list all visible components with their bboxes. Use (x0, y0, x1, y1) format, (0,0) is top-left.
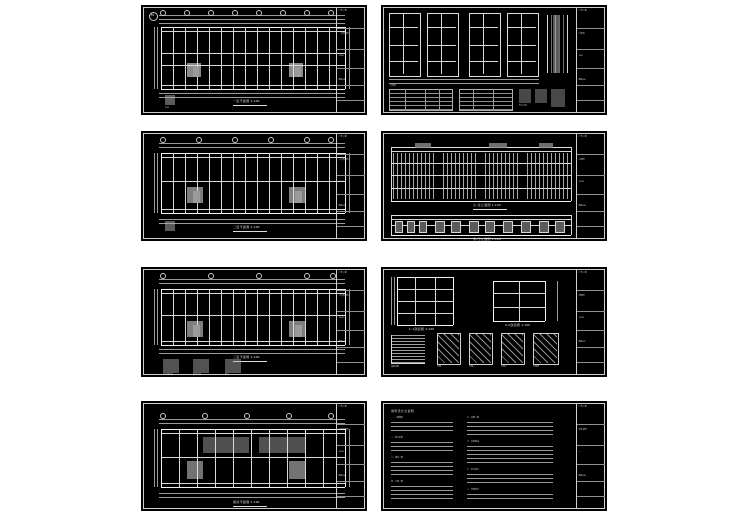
elevation-caption-bottom: ⑯-①立面图 1:100 (473, 237, 501, 241)
detail-symbol (165, 95, 175, 105)
stair-section (391, 335, 425, 363)
section-caption-left: 1-1剖面图 1:100 (409, 327, 435, 331)
elevation-caption-top: ①-⑯立面图 1:100 (473, 203, 501, 207)
drawing-caption: 三层平面图 1:100 (233, 355, 260, 359)
title-block: 厂房工程 立面图 1:100 建施-06 (576, 133, 605, 239)
roof-stair-1 (187, 461, 203, 479)
title-block: 厂房工程 二层平面图 1:100 建施-02 (336, 133, 365, 239)
title-block: 厂房工程 三层平面图 1:100 建施-03 (336, 269, 365, 375)
sheet-floor-plan-3[interactable]: 三层平面图 1:100 卫生间大样 楼梯大样 节点一 厂房工程 三层平面图 1:100 建施-03 (140, 266, 368, 378)
drawing-caption: 屋顶平面图 1:100 (233, 500, 260, 504)
section-caption-right: 2-2剖面图 1:100 (505, 323, 531, 327)
sheet-floor-plan-2[interactable] (140, 130, 368, 242)
title-block: 厂房工程 设计说明 — 建施-08 (576, 403, 605, 509)
roof-zone-1 (203, 437, 249, 453)
title-block: 厂房工程 剖面图 1:100 建施-07 (576, 269, 605, 375)
schedule-table (389, 89, 453, 111)
schedule-table-2 (459, 89, 513, 111)
roof-stair-2 (289, 461, 305, 479)
north-label: N (151, 12, 154, 17)
sheet-elevations[interactable] (380, 130, 608, 242)
drawing-caption: 二层平面图 1:100 (233, 225, 260, 229)
notes-heading: 建筑设计总说明 (391, 409, 415, 413)
sheet-floor-plan-1[interactable]: N 一层平面图 1:100 1:20 厂房工程 一层平面图 1:100 建施-01 (140, 4, 368, 116)
title-block: 厂房工程 屋顶平面图 1:100 建施-04 (336, 403, 365, 509)
sheet-sections-details[interactable]: 1-1剖面图 1:100 2-2剖面图 1:100 楼梯剖面 详图一 详图二 详图三 详图四 厂房工程 剖面图 1:100 建施-07 (380, 266, 608, 378)
detail-symbol (165, 221, 175, 231)
title-block: 厂房工程 门窗表 1:50 建施-05 (576, 7, 605, 113)
sheet-roof-plan[interactable] (140, 400, 368, 512)
drawing-caption: 一层平面图 1:100 (233, 99, 260, 103)
title-block: 厂房工程 一层平面图 1:100 建施-01 (336, 7, 365, 113)
roof-zone-2 (259, 437, 305, 453)
sheet-door-window-schedule[interactable]: 门窗表 节点大样 厂房工程 门窗表 1:50 建施-05 (380, 4, 608, 116)
sheet-design-notes[interactable]: 建筑设计总说明 一、工程概况 二、设计依据 三、墙体工程 四、门窗工程 五、屋面工程 六、装修做法 七、防火设计 八、节能设计 厂房工程 设计说明 — 建施-08 (380, 400, 608, 512)
